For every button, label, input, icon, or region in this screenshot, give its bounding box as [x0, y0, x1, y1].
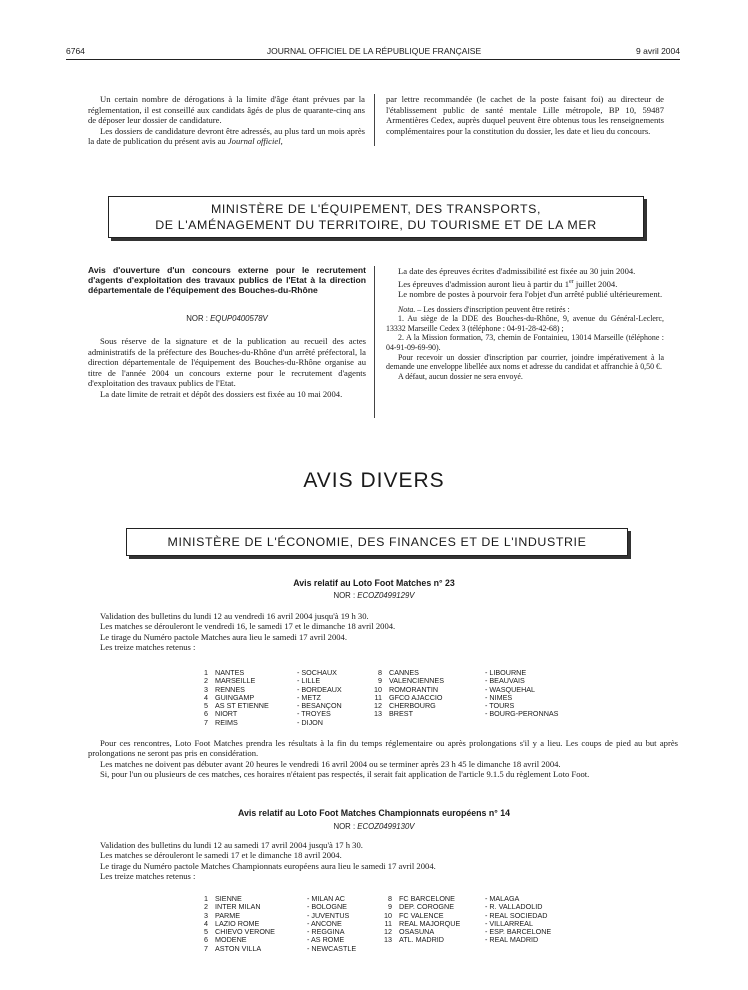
loto14-matches-right	[380, 895, 551, 945]
table-row: 12 CHERBOURG - TOURS	[374, 701, 515, 711]
loto23-rule-horaires: Les matches ne doivent pas débuter avant 20 heures le vendredi 16 avril 2004 ou se terminer après 23 h 45 le dimanche 18 avril 2004.	[100, 758, 561, 769]
loto14-deroulement: Les matches se dérouleront le samedi 17 et le dimanche 18 avril 2004.	[100, 850, 342, 861]
loto23-matches-right	[370, 669, 558, 719]
loto23-rules	[88, 738, 678, 780]
top-left-column	[88, 94, 365, 147]
concours-nor: NOR : EQUP0400578V	[186, 314, 268, 323]
concours-nota-defaut: A défaut, aucun dossier ne sera envoyé.	[398, 371, 523, 381]
table-row: 12 OSASUNA - ESP. BARCELONE	[384, 927, 552, 937]
ministry-equipement-box	[108, 196, 644, 238]
loto14-intro	[88, 840, 678, 882]
table-row: 6 MODENE - AS ROME	[204, 935, 345, 945]
table-row: 7 ASTON VILLA - NEWCASTLE	[204, 943, 357, 953]
loto14-validation: Validation des bulletins du lundi 12 au samedi 17 avril 2004 jusqu'à 17 h 30.	[100, 840, 363, 850]
table-row: 9 DEP. COROGNE - R. VALLADOLID	[388, 902, 543, 912]
top-left-paragraph-1: Un certain nombre de dérogations à la limite d'âge étant prévues par la réglementation, il est conseillé aux candidats âgés de plus de quarante-cinq ans de déposer leur dossier de candidature.	[88, 94, 365, 126]
table-row: 13 ATL. MADRID - REAL MADRID	[384, 935, 539, 945]
concours-epreuves-admission: Les épreuves d'admission auront lieu à partir du 1er juillet 2004.	[398, 278, 618, 289]
loto23-deroulement: Les matches se dérouleront le vendredi 16, le samedi 17 et le dimanche 18 avril 2004.	[100, 621, 396, 632]
column-divider	[374, 94, 375, 146]
concours-left-paragraph-2: La date limite de retrait et dépôt des dossiers est fixée au 10 mai 2004.	[100, 388, 343, 399]
loto14-matches-label: Les treize matches retenus :	[100, 871, 196, 882]
table-row: 4 GUINGAMP - METZ	[204, 692, 321, 702]
loto23-validation: Validation des bulletins du lundi 12 au vendredi 16 avril 2004 jusqu'à 19 h 30.	[100, 611, 369, 621]
loto23-rule-reglement: Si, pour l'un ou plusieurs de ces matches, ces horaires n'étaient pas respectés, il serait fait application de l'article 9.1.5 du règlement Loto Foot.	[100, 769, 590, 780]
loto23-title: Avis relatif au Loto Foot Matches n° 23	[293, 578, 455, 588]
loto23-matches-label: Les treize matches retenus :	[100, 642, 196, 653]
table-row: 3 PARME - JUVENTUS	[204, 910, 350, 920]
concours-epreuves-ecrites: La date des épreuves écrites d'admissibilité est fixée au 30 juin 2004.	[398, 266, 636, 276]
top-right-paragraph: par lettre recommandée (le cachet de la poste faisant foi) au directeur de l'établissement public de santé mentale Lille métropole, BP 10, 59487 Armentières Cedex, auprès duquel peuvent être obtenus tous les renseignements complémentaires pour la constitution du dossier, les date et lieu du concours.	[386, 94, 664, 136]
loto14-matches-left	[200, 895, 356, 953]
top-right-column	[386, 94, 664, 136]
concours-nota-item-2: 2. A la Mission formation, 73, chemin de Fontainieu, 13014 Marseille (téléphone : 04-91-09-69-90).	[386, 333, 664, 353]
table-row: 7 REIMS - DIJON	[204, 717, 323, 727]
table-row: 11 GFCO AJACCIO - NIMES	[374, 692, 513, 702]
page-number: 6764	[66, 46, 85, 56]
loto23-intro	[88, 611, 678, 653]
ministry-economie-line1: MINISTÈRE DE L'ÉCONOMIE, DES FINANCES ET DE L'INDUSTRIE	[167, 535, 587, 549]
concours-nota-item-1: 1. Au siège de la DDE des Bouches-du-Rhône, 9, avenue du Général-Leclerc, 13332 Marseille Cedex 3 (téléphone : 04-91-28-42-68) ;	[386, 314, 664, 333]
table-row: 2 MARSEILLE - LILLE	[204, 676, 321, 686]
concours-column-divider	[374, 266, 375, 418]
loto23-nor: NOR : ECOZ0499129V	[333, 591, 415, 600]
concours-right-column	[386, 266, 664, 381]
concours-nombre-postes: Le nombre de postes à pourvoir fera l'objet d'un arrêté publié ultérieurement.	[398, 289, 663, 300]
table-row: 11 REAL MAJORQUE - VILLARREAL	[384, 918, 533, 928]
table-row: 10 FC VALENCE - REAL SOCIEDAD	[384, 910, 548, 920]
top-left-paragraph-2: Les dossiers de candidature devront être adressés, au plus tard un mois après la date de publication du présent avis au Journal officiel,	[88, 125, 365, 147]
concours-left-column	[88, 336, 366, 400]
table-row: 8 CANNES - LIBOURNE	[378, 668, 527, 677]
table-row: 4 LAZIO ROME - ANCONE	[204, 918, 342, 928]
table-row: 8 FC BARCELONE - MALAGA	[388, 894, 520, 903]
table-row: 10 ROMORANTIN - WASQUEHAL	[374, 684, 536, 694]
loto14-title: Avis relatif au Loto Foot Matches Championnats européens n° 14	[237, 808, 511, 818]
table-row: 1 NANTES - SOCHAUX	[204, 668, 337, 677]
ministry-equipement-line2: DE L'AMÉNAGEMENT DU TERRITOIRE, DU TOURISME ET DE LA MER	[155, 218, 597, 232]
table-row: 5 CHIEVO VERONE - REGGINA	[204, 927, 345, 937]
concours-nota: Nota. – Les dossiers d'inscription peuvent être retirés : 1. Au siège de la DDE des Bouches-du-Rhône, 9, avenue du Général-Leclerc, 13332 Marseille Cedex 3 (téléphone : 04-91-28-42-68) ; 2. A la Mission formation, 73, chemin de Fontainieu, 13014 Marseille (téléphone : 04-91-09-69-90). Pour recevoir un dossier d'inscription par courrier, joindre impérativement à la demande une enveloppe libellée aux noms et adresse du candidat et affranchie à 0,50 €. A défaut, aucun dossier ne sera envoyé.	[386, 304, 664, 381]
loto14-nor: NOR : ECOZ0499130V	[333, 822, 415, 831]
loto23-tirage: Le tirage du Numéro pactole Matches aura lieu le samedi 17 avril 2004.	[100, 631, 347, 642]
concours-left-paragraph-1: Sous réserve de la signature et de la publication au recueil des actes administratifs de la préfecture des Bouches-du-Rhône d'un arrêté préfectoral, la direction départementale de l'équipement des Bouches-du-Rhône organise au titre de l'année 2004 un concours externe pour le recrutement d'agents d'exploitation des travaux publics de l'Etat.	[88, 336, 366, 389]
table-row: 9 VALENCIENNES - BEAUVAIS	[378, 676, 525, 686]
avis-divers-heading: AVIS DIVERS	[303, 469, 445, 492]
table-row: 2 INTER MILAN - BOLOGNE	[204, 902, 347, 912]
loto14-tirage: Le tirage du Numéro pactole Matches Championnats européens aura lieu le samedi 17 avril 2004.	[100, 860, 436, 871]
concours-nota-courrier: Pour recevoir un dossier d'inscription par courrier, joindre impérativement à la demande une enveloppe libellée aux noms et adresse du candidat et affranchie à 0,50 €.	[386, 352, 664, 372]
header-rule	[66, 59, 680, 60]
loto23-rule-resultats: Pour ces rencontres, Loto Foot Matches prendra les résultats à la fin du temps réglementaire ou après prolongations s'il y a lieu. Les coups de pied au but après prolongations ne seront pas pris en considération.	[88, 738, 678, 759]
table-row: 3 RENNES - BORDEAUX	[204, 684, 342, 694]
ministry-economie-box	[126, 528, 628, 556]
concours-title: Avis d'ouverture d'un concours externe pour le recrutement d'agents d'exploitation des travaux publics de l'Etat à la direction départementale de l'équipement des Bouches-du-Rhône	[88, 265, 366, 295]
table-row: 5 AS ST ETIENNE - BESANÇON	[204, 701, 342, 711]
journal-title: JOURNAL OFFICIEL DE LA RÉPUBLIQUE FRANÇAISE	[266, 46, 482, 56]
table-row: 1 SIENNE - MILAN AC	[204, 894, 345, 903]
ministry-equipement-line1: MINISTÈRE DE L'ÉQUIPEMENT, DES TRANSPORTS,	[210, 202, 542, 216]
table-row: 6 NIORT - TROYES	[204, 709, 331, 719]
loto23-matches-left	[200, 669, 342, 727]
page-date: 9 avril 2004	[636, 46, 680, 56]
table-row: 13 BREST - BOURG-PERONNAS	[374, 709, 559, 719]
